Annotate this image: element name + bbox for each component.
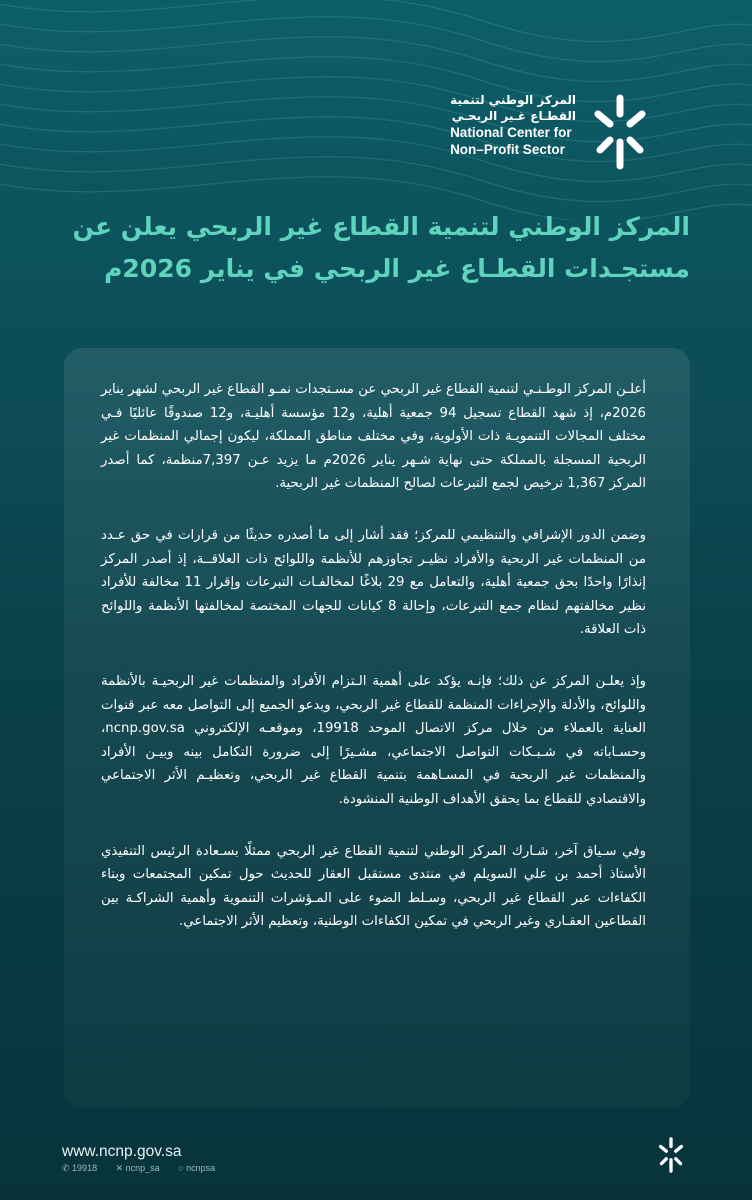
social-handle-instagram-text: ncnpsa — [186, 1163, 216, 1173]
paragraph-2: وضمن الدور الإشرافي والتنظيمي للمركز؛ فقد أشار إلى ما أصدره حديثًا من قرارات في حق عـدد من المنظمات غير الربحية والأفراد نظيـر تجاوزهم للأنظمة واللوائح ذات العلاقــة، إذ أصدر المركز إنذارًا واحدًا بحق جمعية أهلية، والتعامل مع 29 بلاغًا لمخالفـات التبرعات وإقرار 11 مخالفة للأفراد نظير مخالفتهم لنظام جمع التبرعات، وإحالة 8 كيانات للجهات المختصة لمخالفتها الأنظمة واللوائح ذات العلاقة. — [101, 527, 646, 638]
paragraph-1: أعلـن المركز الوطـنـي لتنمية القطاع غير الربحي عن مسـتجدات نمـو القطاع غير الربحي لشهر يناير 2026م، إذ شهد القطاع تسجيل 94 جمعية أهلية، و12 مؤسسة أهليـة، و12 صندوقًا عائليًا فـي مختلف المجالات التنمويـة ذات الأولوية، وفي مختلف مناطق المملكة، ليكون إجمالي المنظمات غير الربحية المسجلة بالمملكة حتى نهاية شـهر يناير 2026م ما يزيد عـن 7,397منظمة، كما أصدر المركز 1,367 ترخيص لجمع التبرعات لصالح المنظمات غير الربحية. — [101, 382, 647, 492]
phone-number-text: 19918 — [72, 1163, 98, 1173]
footer-logo-icon — [652, 1136, 690, 1174]
logo-arabic-line-1: المركز الوطني لتنمية — [450, 93, 576, 107]
logo-english-line-2: Non–Profit Sector — [450, 142, 565, 157]
ncnp-logo-icon — [580, 92, 660, 172]
logo-english-line-1: National Center for — [450, 125, 572, 140]
title-line-2: مستجـدات القطـاع غير الربحي في يناير 2026م — [104, 254, 690, 283]
social-handle-x-text: ncnp_sa — [125, 1163, 160, 1173]
footer-website-link[interactable]: www.ncnp.gov.sa — [62, 1143, 182, 1160]
article-body — [101, 378, 646, 962]
social-handle-instagram[interactable]: ○ ncnpsa — [178, 1163, 216, 1173]
logo-wordmark — [450, 92, 576, 158]
social-handle-x[interactable]: ✕ ncnp_sa — [115, 1163, 160, 1173]
content-card — [64, 348, 690, 1108]
phone-number: ✆ 19918 — [62, 1163, 98, 1173]
paragraph-4: وفي سـياق آخر، شـارك المركز الوطني لتنمية القطاع غير الربحي ممثلًا بسـعادة الرئيس التنفيذي الأستاذ أحمد بن علي السويلم في منتدى مستقبل العقار للحديث حول تمكين المجتمعات وبناء الكفاءات عبر القطاع غير الربحي، وسـلط الضوء على المـؤشرات التنموية وأهمية الشراكـة بين القطاعين العقـاري وغير الربحي في تمكين الكفاءات الوطنية، وتعظيم الأثر الاجتماعي. — [101, 843, 646, 930]
logo-arabic-line-2: القطـاع غـير الربحـي — [451, 109, 576, 123]
footer-social-handles — [62, 1163, 231, 1174]
page-title — [40, 206, 690, 290]
paragraph-3: وإذ يعلـن المركز عن ذلك؛ فإنـه يؤكد على أهمية الـتزام الأفراد والمنظمات غير الربحيـة بالأنظمة واللوائح، والأدلة والإجراءات المنظمة للقطاع غير الربحي، ويدعو الجميع إلى التواصل معه عبر قنوات العناية بالعملاء من خلال مركز الاتصال الموحد 19918، وموقعـه الإلكتروني ncnp.gov.sa، وحسـاباته في شـبـكات التواصل الاجتماعي، مشـيرًا إلى ضرورة التكامل بينه وبيـن الأفراد والمنظمات غير الربحية في المسـاهمة بتنمية القطاع غير الربحي، وتعظيـم الأثر الاجتماعي والاقتصادي للقطاع بما يحقق الأهداف الوطنية المنشودة. — [101, 673, 646, 807]
title-line-1: المركز الوطني لتنمية القطاع غير الربحي يعلن عن — [72, 212, 690, 241]
